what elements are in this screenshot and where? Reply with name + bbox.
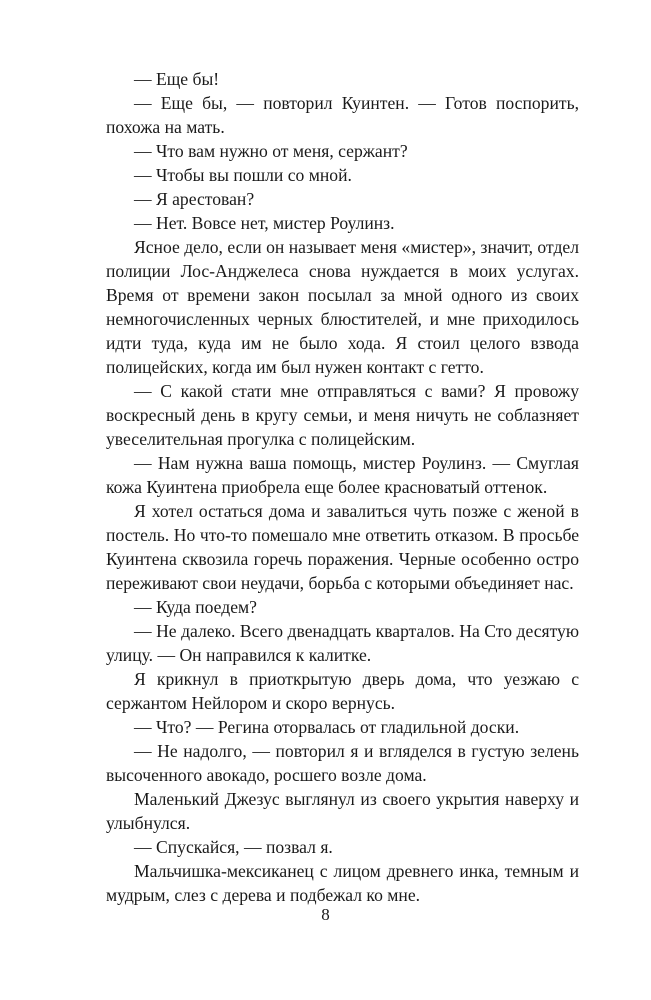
paragraph: — Спускайся, — позвал я.	[134, 837, 333, 857]
page-number: 8	[321, 905, 330, 924]
paragraph: — Нет. Вовсе нет, мистер Роулинз.	[134, 213, 395, 233]
paragraph: — Куда поедем?	[134, 597, 257, 617]
paragraph: — Еще бы, — повторил Куинтен. — Готов поспорить, похожа на мать.	[106, 93, 579, 137]
paragraph: — Еще бы!	[134, 69, 220, 89]
paragraph: Я крикнул в приоткрытую дверь дома, что уезжаю с сержантом Нейлором и скоро вернусь.	[106, 669, 579, 713]
paragraph: Ясное дело, если он называет меня «мистер», значит, отдел полиции Лос-Анджелеса снова нуждается в моих услугах. Время от времени закон посылал за мной одного из своих немногочисленных черных блюстителей, и мне приходилось идти туда, куда им не было хода. Я стоил целого взвода полицейских, когда им был нужен контакт с гетто.	[106, 237, 579, 377]
paragraph: — Не надолго, — повторил я и вгляделся в густую зелень высоченного авокадо, росшего возле дома.	[106, 741, 579, 785]
paragraph: — Нам нужна ваша помощь, мистер Роулинз. — Смуглая кожа Куинтена приобрела еще более красноватый оттенок.	[106, 453, 579, 497]
paragraph: Маленький Джезус выглянул из своего укрытия наверху и улыбнулся.	[106, 789, 579, 833]
paragraph: — Я арестован?	[134, 189, 255, 209]
paragraph: — Что? — Регина оторвалась от гладильной доски.	[134, 717, 520, 737]
page-body	[106, 67, 579, 907]
paragraph: Мальчишка-мексиканец с лицом древнего инка, темным и мудрым, слез с дерева и подбежал ко мне.	[106, 861, 579, 905]
paragraph: Я хотел остаться дома и завалиться чуть позже с женой в постель. Но что-то помешало мне ответить отказом. В просьбе Куинтена сквозила горечь поражения. Черные особенно остро переживают свои неудачи, борьба с которыми объединяет нас.	[106, 501, 579, 593]
paragraph: — Не далеко. Всего двенадцать кварталов. На Сто десятую улицу. — Он направился к калитке.	[106, 621, 579, 665]
paragraph: — С какой стати мне отправляться с вами? Я провожу воскресный день в кругу семьи, и меня ничуть не соблазняет увеселительная прогулка с полицейским.	[106, 381, 579, 449]
paragraph: — Чтобы вы пошли со мной.	[134, 165, 352, 185]
paragraph: — Что вам нужно от меня, сержант?	[134, 141, 408, 161]
